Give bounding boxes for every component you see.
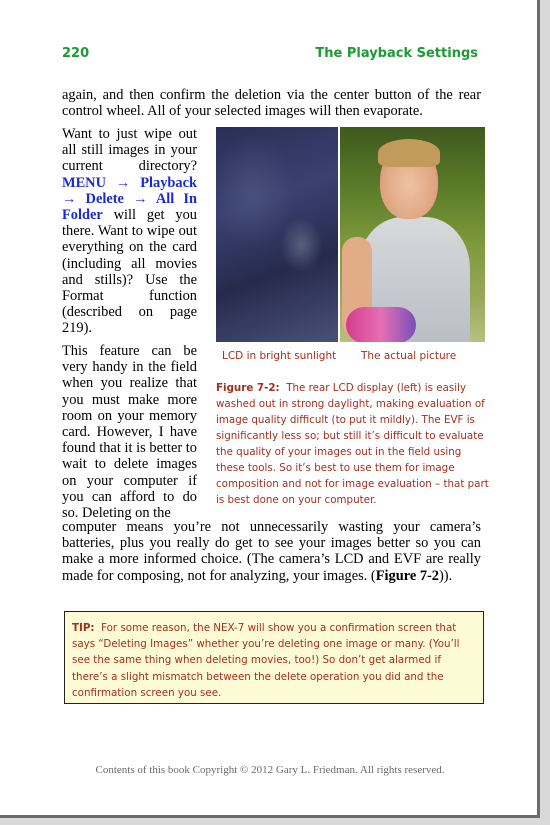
paragraph-delete-all-rest: will get you there. Want to wipe out everything on the card (including all movies and stills)? Use the Format function (described on page 219). (62, 207, 197, 337)
figure-caption-label: Figure 7-2: (216, 382, 280, 394)
paragraph-computer-delete-text: computer means you’re not unnecessarily wasting your camera’s batteries, plus you really do get to see your images better so you can make a more informed choice. (The camera’s LCD and EVF are really made for composing, not for analyzing, your images. ( (62, 519, 481, 584)
paragraph-delete-all (62, 126, 197, 337)
figure-left-label: LCD in bright sunlight (222, 350, 337, 362)
figure-right-label: The actual picture (361, 350, 457, 362)
actual-picture-photo (340, 127, 485, 342)
tip-text: For some reason, the NEX-7 will show you a confirmation screen that says “Deleting Images” whether you’re deleting one image or many. (You’ll see the same thing when deleting movies, too!) So don’t get alarmed if there’s a slight mismatch between the delete operation you did and the confirmation screen you see. (72, 622, 460, 699)
child-hair-shape (378, 139, 440, 167)
figure-caption (216, 380, 492, 508)
lcd-sunlight-photo (216, 127, 338, 342)
chapter-title: The Playback Settings (315, 46, 478, 61)
tip-label: TIP: (72, 622, 95, 634)
page-number: 220 (62, 46, 90, 61)
figure-caption-text: The rear LCD display (left) is easily washed out in strong daylight, making evaluation of image quality difficult (to put it mildly). The EVF is significantly less so; but still it’s difficult to evaluate the quality of your images out in the field using these tools. So it’s best to use them for image composition and not for image evaluation – that part is best done on your computer. (216, 382, 489, 506)
copyright-footer: Contents of this book Copyright © 2012 Gary L. Friedman. All rights reserved. (95, 764, 445, 776)
paragraph-field-tip: This feature can be very handy in the field when you realize that you must make more room on your memory card. However, I have found that it is better to wait to delete images on your computer if you can afford to do so. Deleting on the (62, 343, 197, 522)
paragraph-confirm-deletion: again, and then confirm the deletion via the center button of the rear control wheel. All of your selected images will then evaporate. (62, 87, 481, 120)
tip-box (64, 611, 484, 704)
menu-path-link: MENU → Playback → Delete → All In Folder (62, 174, 197, 224)
paragraph-delete-all-intro: Want to just wipe out all still images in your current directory? (62, 126, 197, 175)
figure-reference: Figure 7-2 (375, 567, 440, 584)
paragraph-computer-delete (62, 519, 481, 584)
paragraph-computer-delete-end: )). (439, 567, 453, 584)
toy-shape (346, 307, 416, 342)
